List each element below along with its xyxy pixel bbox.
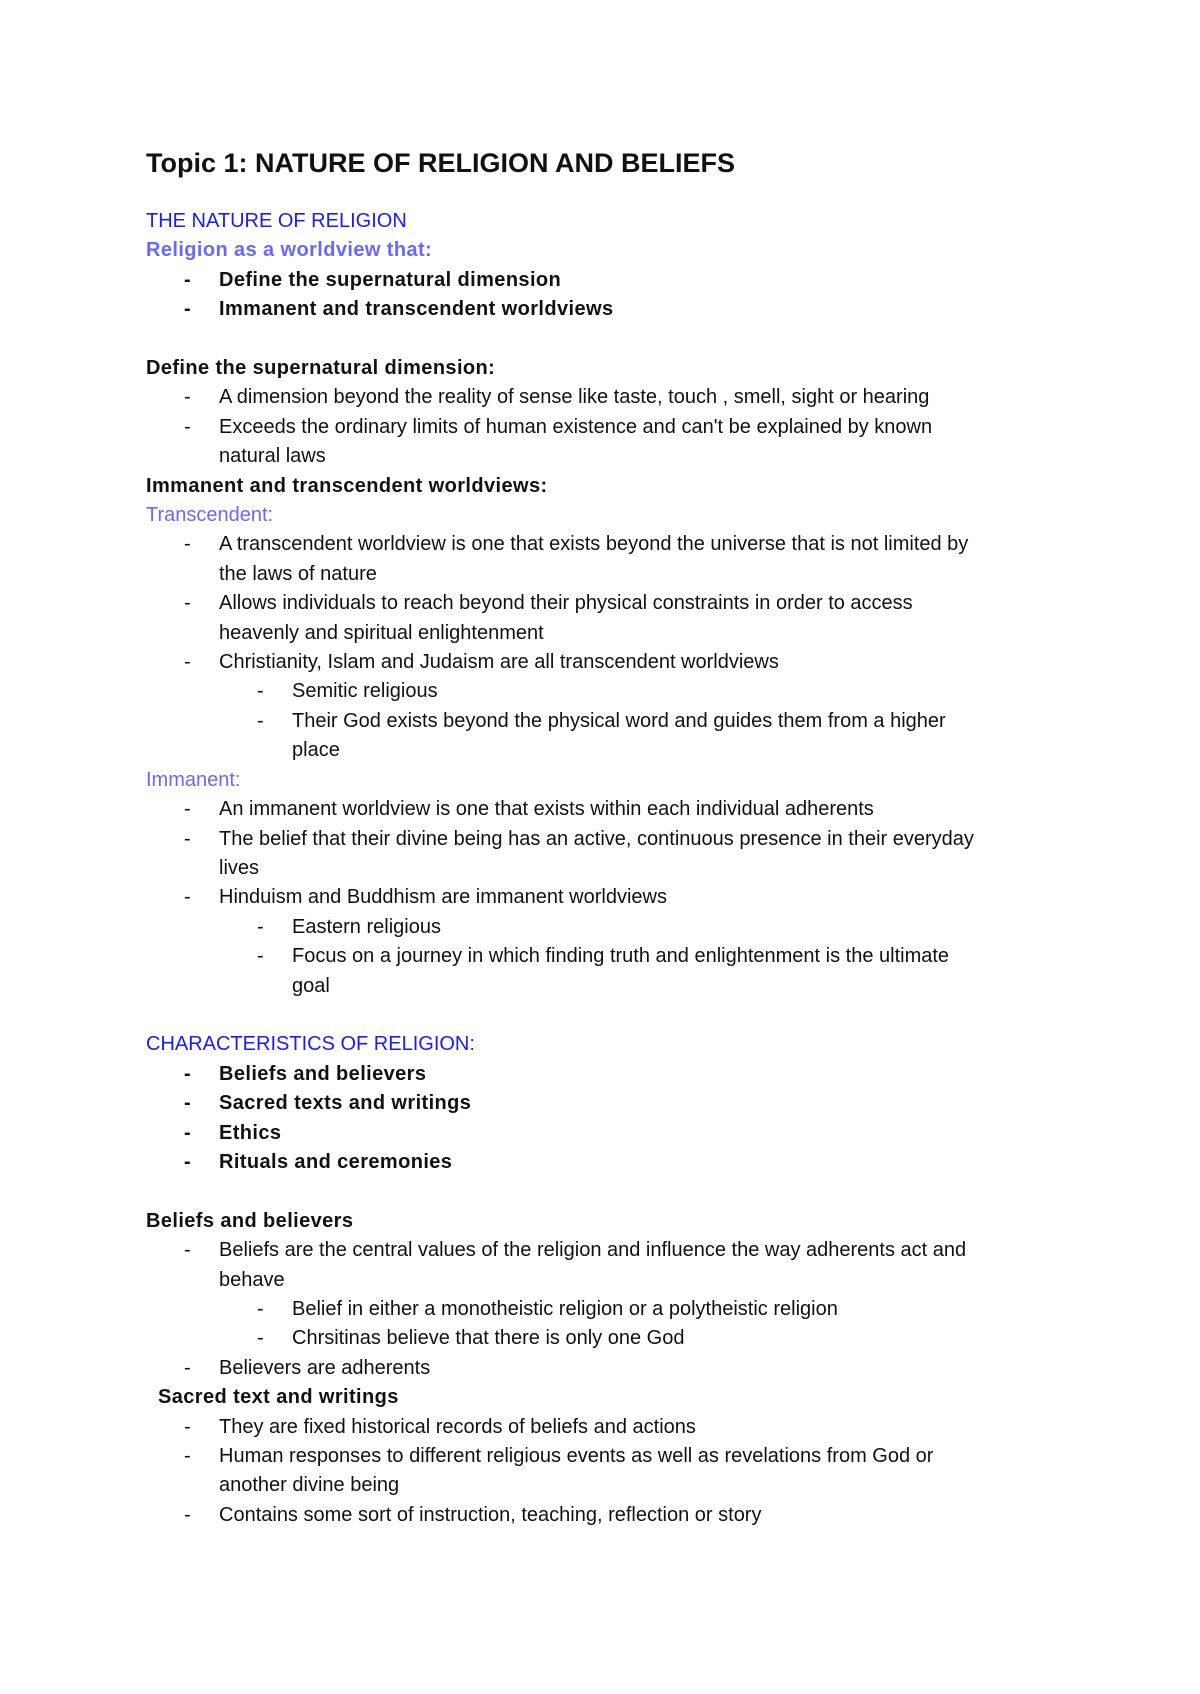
heading-worldviews: Immanent and transcendent worldviews: <box>146 474 548 497</box>
sub-list-item: - Focus on a journey in which finding truth and enlightenment is the ultimate <box>146 942 1086 971</box>
list-item: - The belief that their divine being has an active, continuous presence in their everyday <box>146 825 1086 854</box>
bullet-dash: - <box>184 1356 191 1379</box>
bullet-dash: - <box>184 533 191 556</box>
label-transcendent: Transcendent: <box>146 504 274 527</box>
bullet-dash: - <box>184 268 192 291</box>
page-title: Topic 1: NATURE OF RELIGION AND BELIEFS <box>146 148 736 178</box>
bullet-dash: - <box>184 386 191 409</box>
sub-list-item: - Their God exists beyond the physical word and guides them from a higher <box>146 707 1086 736</box>
label-immanent: Immanent: <box>146 768 241 791</box>
list-item-continuation: natural laws <box>219 445 326 468</box>
list-item: - A transcendent worldview is one that exists beyond the universe that is not limited by <box>146 530 1086 559</box>
section-heading-characteristics: CHARACTERISTICS OF RELIGION: <box>146 1033 475 1056</box>
list-item: - Allows individuals to reach beyond their physical constraints in order to access <box>146 589 1086 618</box>
list-item: - Christianity, Islam and Judaism are all transcendent worldviews <box>146 648 1086 677</box>
list-item: - Contains some sort of instruction, teaching, reflection or story <box>146 1501 1086 1530</box>
bullet-dash: - <box>184 1503 191 1526</box>
bullet-dash: - <box>257 945 264 968</box>
heading-beliefs: Beliefs and believers <box>146 1209 354 1232</box>
list-item: - Believers are adherents <box>146 1354 1086 1383</box>
bullet-dash: - <box>184 1062 192 1085</box>
bullet-dash: - <box>184 886 191 909</box>
bullet-dash: - <box>184 1445 191 1468</box>
bullet-dash: - <box>184 651 191 674</box>
bullet-dash: - <box>257 709 264 732</box>
list-item: - Hinduism and Buddhism are immanent worldviews <box>146 883 1086 912</box>
list-item: - They are fixed historical records of beliefs and actions <box>146 1413 1086 1442</box>
list-item-continuation: the laws of nature <box>219 562 377 585</box>
bullet-dash: - <box>184 798 191 821</box>
list-item: - An immanent worldview is one that exists within each individual adherents <box>146 795 1086 824</box>
bullet-dash: - <box>184 415 191 438</box>
heading-sacred-texts: Sacred text and writings <box>158 1386 399 1409</box>
heading-supernatural: Define the supernatural dimension: <box>146 357 496 380</box>
bullet-dash: - <box>257 1297 264 1320</box>
list-item-continuation: another divine being <box>219 1474 400 1497</box>
bullet-dash: - <box>184 1150 192 1173</box>
list-item: - Ethics <box>146 1119 1086 1148</box>
list-item-continuation: lives <box>219 856 260 879</box>
list-item: - A dimension beyond the reality of sense like taste, touch , smell, sight or hearing <box>146 383 1086 412</box>
section-heading-nature: THE NATURE OF RELIGION <box>146 210 407 232</box>
bullet-dash: - <box>257 680 264 703</box>
subheading-worldview: Religion as a worldview that: <box>146 239 433 262</box>
bullet-dash: - <box>184 1121 192 1144</box>
bullet-dash: - <box>184 1239 191 1262</box>
list-item-continuation: behave <box>219 1268 285 1291</box>
sub-list-item: - Eastern religious <box>146 913 1086 942</box>
bullet-dash: - <box>184 298 192 321</box>
list-item: - Human responses to different religious events as well as revelations from God or <box>146 1442 1086 1471</box>
bullet-dash: - <box>257 915 264 938</box>
bullet-dash: - <box>184 1092 192 1115</box>
list-item: - Rituals and ceremonies <box>146 1148 1086 1177</box>
list-item: - Beliefs are the central values of the religion and influence the way adherents act and <box>146 1236 1086 1265</box>
list-item: - Exceeds the ordinary limits of human existence and can't be explained by known <box>146 413 1086 442</box>
bullet-dash: - <box>184 1415 191 1438</box>
list-item: - Beliefs and believers <box>146 1060 1086 1089</box>
list-item-continuation: heavenly and spiritual enlightenment <box>219 621 544 644</box>
sub-list-item: - Chrsitinas believe that there is only one God <box>146 1324 1086 1353</box>
bullet-dash: - <box>257 1327 264 1350</box>
document-page <box>146 145 1086 1530</box>
bullet-dash: - <box>184 592 191 615</box>
list-item: - Sacred texts and writings <box>146 1089 1086 1118</box>
bullet-dash: - <box>184 827 191 850</box>
sub-list-item: - Semitic religious <box>146 677 1086 706</box>
sub-list-item-continuation: goal <box>292 974 330 997</box>
list-item: - Immanent and transcendent worldviews <box>146 295 1086 324</box>
sub-list-item: - Belief in either a monotheistic religion or a polytheistic religion <box>146 1295 1086 1324</box>
list-item: - Define the supernatural dimension <box>146 266 1086 295</box>
sub-list-item-continuation: place <box>292 739 340 762</box>
